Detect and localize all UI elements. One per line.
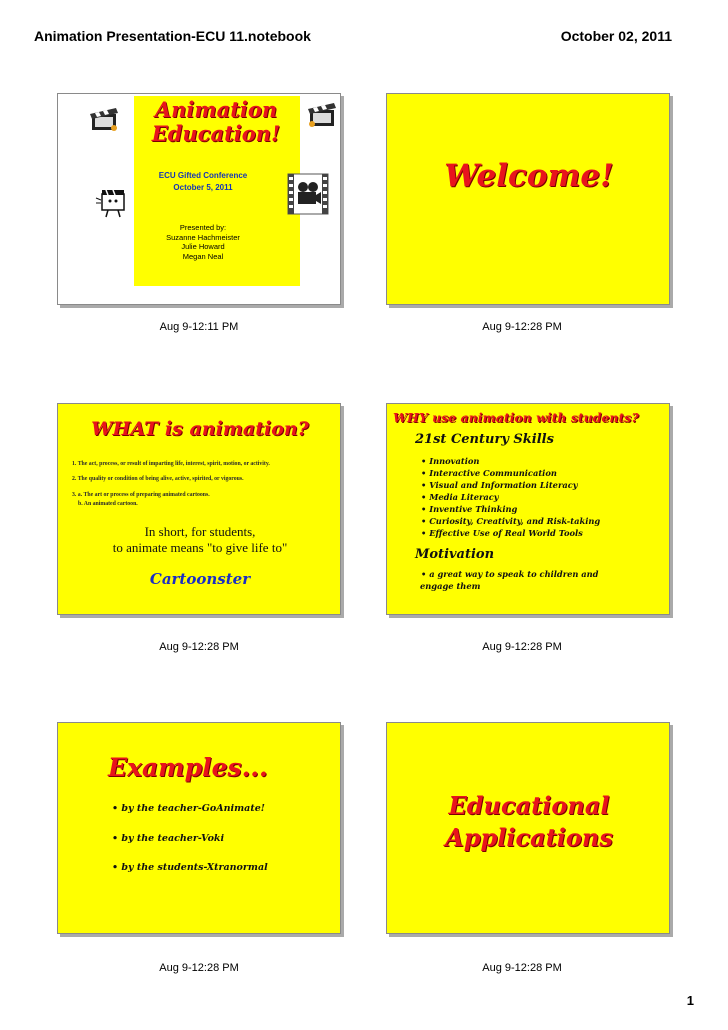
- slide-timestamp: Aug 9-12:11 PM: [159, 321, 239, 333]
- slide-2: [386, 93, 670, 305]
- presenter: Julie Howard: [181, 242, 225, 251]
- example-bullet: • by the teacher-Voki: [112, 833, 225, 844]
- summary-line: In short, for students,: [144, 524, 256, 539]
- section-heading: 21st Century Skills: [415, 432, 554, 447]
- slide-timestamp: Aug 9-12:28 PM: [159, 962, 239, 974]
- skill-bullet: • Effective Use of Real World Tools: [421, 528, 583, 538]
- example-bullet: • by the teacher-GoAnimate!: [112, 803, 265, 814]
- section-heading: Motivation: [415, 547, 495, 562]
- example-bullet: • by the students-Xtranormal: [112, 862, 268, 873]
- slide-title: Welcome!: [444, 158, 614, 194]
- skill-bullet: • Interactive Communication: [421, 468, 557, 478]
- slide-title: Applications: [445, 823, 613, 852]
- skill-bullet: • Innovation: [421, 456, 480, 466]
- slide-title: Animation: [154, 97, 278, 122]
- presented-by-label: Presented by:: [179, 223, 227, 232]
- slide-timestamp: Aug 9-12:28 PM: [482, 641, 562, 653]
- slide-4: [386, 403, 670, 615]
- presenter: Megan Neal: [182, 251, 224, 261]
- summary-line: to animate means "to give life to": [112, 540, 288, 555]
- slide-title: Educational: [448, 791, 610, 820]
- slide-timestamp: Aug 9-12:28 PM: [482, 962, 562, 974]
- notebook-date: October 02, 2011: [560, 28, 672, 44]
- definition: 1. The act, process, or result of imparting life, interest, spirit, motion, or activity.: [72, 461, 270, 467]
- cartoonster-label: Cartoonster: [149, 570, 251, 588]
- notebook-filename: Animation Presentation-ECU 11.notebook: [34, 28, 311, 44]
- page-number: 1: [686, 993, 694, 1008]
- motivation-bullet: • a great way to speak to children and: [421, 569, 599, 579]
- slide-3: [57, 403, 341, 615]
- presenter: Suzanne Hachmeister: [166, 232, 240, 242]
- skill-bullet: • Inventive Thinking: [421, 504, 518, 514]
- slide-title: Education!: [151, 121, 281, 146]
- film-camera-icon: [286, 172, 330, 216]
- slide-title: WHY use animation with students?: [393, 410, 639, 425]
- slide-5: [57, 722, 341, 934]
- conference-date: October 5, 2011: [173, 183, 233, 192]
- skill-bullet: • Curiosity, Creativity, and Risk-taking: [421, 516, 601, 526]
- clapperboard-icon: [88, 104, 122, 134]
- clapperboard-icon: [304, 100, 338, 130]
- slide-timestamp: Aug 9-12:28 PM: [159, 641, 239, 653]
- skill-bullet: • Media Literacy: [421, 492, 499, 502]
- definition: b. An animated cartoon.: [78, 501, 138, 507]
- slide-timestamp: Aug 9-12:28 PM: [482, 321, 562, 333]
- conference-name: ECU Gifted Conference: [158, 171, 248, 180]
- slide-title: Examples...: [108, 753, 268, 782]
- definition: 3. a. The art or process of preparing animated cartoons.: [72, 492, 210, 498]
- slide-6: [386, 722, 670, 934]
- skill-bullet: • Visual and Information Literacy: [421, 480, 578, 490]
- motivation-bullet-cont: engage them: [420, 581, 481, 591]
- definition: 2. The quality or condition of being alive, active, spirited, or vigorous.: [72, 476, 244, 482]
- slide-1: [57, 93, 341, 305]
- slide-title: WHAT is animation?: [91, 418, 309, 440]
